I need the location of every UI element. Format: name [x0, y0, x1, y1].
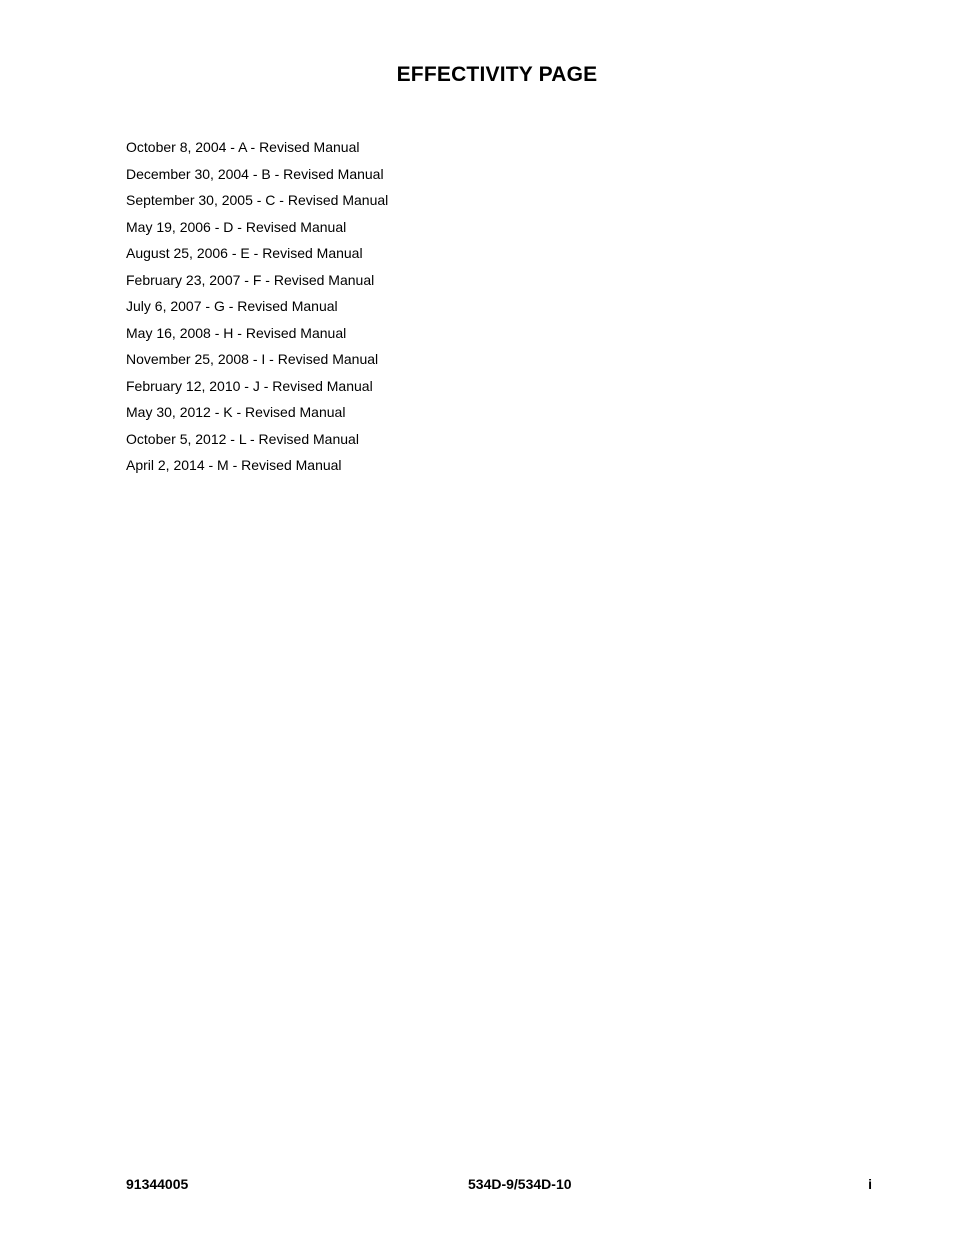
revision-entry: September 30, 2005 - C - Revised Manual — [126, 192, 389, 208]
revision-entry: February 12, 2010 - J - Revised Manual — [126, 377, 373, 394]
footer-page-number: i — [868, 1176, 872, 1192]
revision-entry: May 16, 2008 - H - Revised Manual — [126, 324, 347, 341]
footer-model: 534D-9/534D-10 — [468, 1176, 572, 1192]
footer-part-number: 91344005 — [126, 1176, 189, 1192]
revision-entry: December 30, 2004 - B - Revised Manual — [126, 165, 384, 182]
revision-entry: November 25, 2008 - I - Revised Manual — [126, 351, 379, 367]
revision-entry: April 2, 2014 - M - Revised Manual — [126, 457, 342, 473]
revision-entry: May 19, 2006 - D - Revised Manual — [126, 218, 347, 235]
revision-entry: October 8, 2004 - A - Revised Manual — [126, 139, 360, 155]
page-title: EFFECTIVITY PAGE — [396, 63, 598, 86]
page-footer — [126, 1176, 872, 1196]
revision-entry: May 30, 2012 - K - Revised Manual — [126, 404, 346, 420]
revision-entry: July 6, 2007 - G - Revised Manual — [126, 298, 338, 314]
revision-entry: August 25, 2006 - E - Revised Manual — [126, 245, 363, 261]
revision-list — [126, 134, 388, 479]
revision-entry: October 5, 2012 - L - Revised Manual — [126, 430, 359, 447]
revision-entry: February 23, 2007 - F - Revised Manual — [126, 271, 375, 288]
